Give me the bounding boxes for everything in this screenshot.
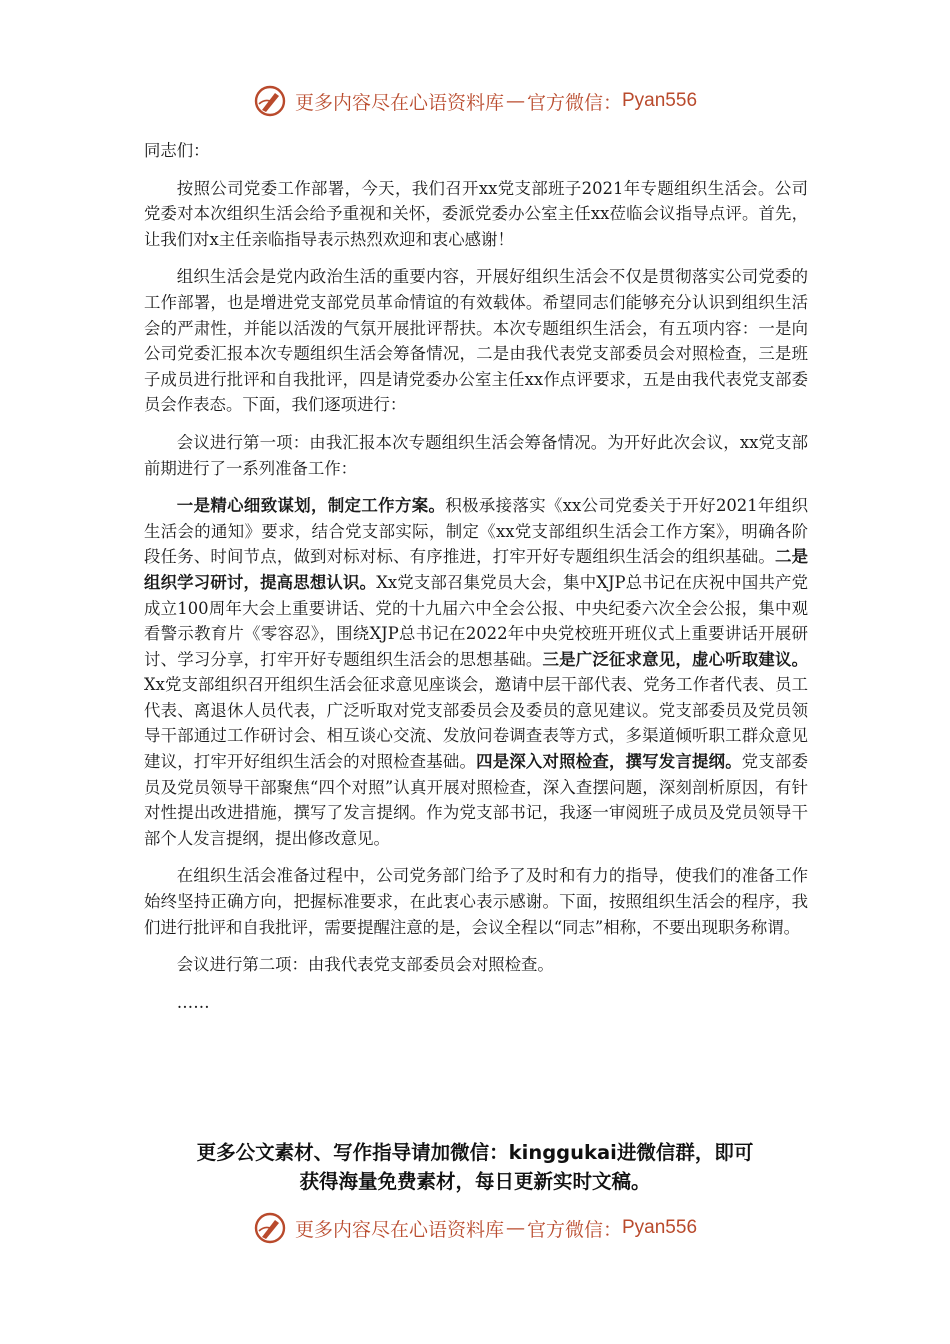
banner-separator: — [505,90,525,112]
pen-nib-circle-icon [253,84,287,118]
header-watermark-banner [0,84,950,118]
document-body [144,138,808,1027]
paragraph-1: 按照公司党委工作部署，今天，我们召开xx党支部班子2021年专题组织生活会。公司党委对本次组织生活会给予重视和关怀，委派党委办公室主任xx莅临会议指导点评。首先，让我们对x主任亲临指导表示热烈欢迎和衷心感谢！ [144,178,808,249]
paragraph-6: 会议进行第二项：由我代表党支部委员会对照检查。 [176,955,554,975]
promo-line-1: 更多公文素材、写作指导请加微信：kinggukai进微信群，即可 [196,1141,754,1164]
point-3-text: Xx党支部组织召开组织生活会征求意见座谈会，邀请中层干部代表、党务工作者代表、员工代表、离退休人员代表，广泛听取对党支部委员会及委员的意见建议。党支部委员及党员领导干部通过工作研讨会、相互谈心交流、发放问卷调查表等方式，多渠道倾听职工群众意见建议，打牢开好组织生活会的对照检查基础。 [144,675,808,772]
point-2-text: Xx党支部召集党员大会，集中XJP总书记在庆祝中国共产党成立100周年大会上重要讲话、党的十九届六中全会公报、中央纪委六次全会公报，集中观看警示教育片《零容忍》，围绕XJP总书记在2022年中央党校班开班仪式上重要讲话开展研讨、学习分享，打牢开好专题组织生活会的思想基础。 [144,572,808,669]
promo-notice [0,1138,950,1196]
promo-line-2: 获得海量免费素材，每日更新实时文稿。 [299,1170,651,1193]
banner-title: 更多内容尽在心语资料库 [294,91,504,114]
salutation: 同志们： [144,141,210,160]
paragraph-5: 在组织生活会准备过程中，公司党务部门给予了及时和有力的指导，使我们的准备工作始终坚持正确方向，把握标准要求，在此衷心表示感谢。下面，按照组织生活会的程序，我们进行批评和自我批评，需要提醒注意的是，会议全程以“同志”相称，不要出现职务称谓。 [144,866,808,937]
banner-title: 更多内容尽在心语资料库 [294,1218,504,1241]
ellipsis: …… [176,992,210,1012]
banner-label: 官方微信： [526,1218,622,1241]
banner-handle: Pyan556 [622,90,698,111]
pen-nib-circle-icon [253,1211,287,1245]
point-4-text: 党支部委员及党员领导干部聚焦“四个对照”认真开展对照检查，深入查摆问题，深刻剖析原因，有针对性提出改进措施，撰写了发言提纲。作为党支部书记，我逐一审阅班子成员及党员领导干部个人发言提纲，提出修改意见。 [144,752,809,848]
point-3-heading: 三是广泛征求意见，虚心听取建议。 [542,649,809,669]
paragraph-4 [144,493,808,851]
paragraph-3: 会议进行第一项：由我汇报本次专题组织生活会筹备情况。为开好此次会议，xx党支部前期进行了一系列准备工作： [144,432,808,478]
banner-handle: Pyan556 [622,1217,698,1238]
point-1-text: 积极承接落实《xx公司党委关于开好2021年组织生活会的通知》要求，结合党支部实际，制定《xx党支部组织生活会工作方案》，明确各阶段任务、时间节点，做到对标对标、有序推进，打牢开好专题组织生活会的组织基础。 [144,496,809,567]
point-4-heading: 四是深入对照检查，撰写发言提纲。 [476,752,742,772]
banner-label: 官方微信： [526,91,622,114]
point-2-heading: 二是组织学习研讨，提高思想认识。 [144,547,809,592]
footer-watermark-banner [0,1211,950,1245]
banner-separator: — [505,1217,525,1239]
point-1-heading: 一是精心细致谋划，制定工作方案。 [176,496,446,516]
paragraph-2: 组织生活会是党内政治生活的重要内容，开展好组织生活会不仅是贯彻落实公司党委的工作部署，也是增进党支部党员革命情谊的有效载体。希望同志们能够充分认识到组织生活会的严肃性，并能以活泼的气氛开展批评帮扶。本次专题组织生活会，有五项内容：一是向公司党委汇报本次专题组织生活会筹备情况，二是由我代表党支部委员会对照检查，三是班子成员进行批评和自我批评，四是请党委办公室主任xx作点评要求，五是由我代表党支部委员会作表态。下面，我们逐项进行： [144,267,808,415]
